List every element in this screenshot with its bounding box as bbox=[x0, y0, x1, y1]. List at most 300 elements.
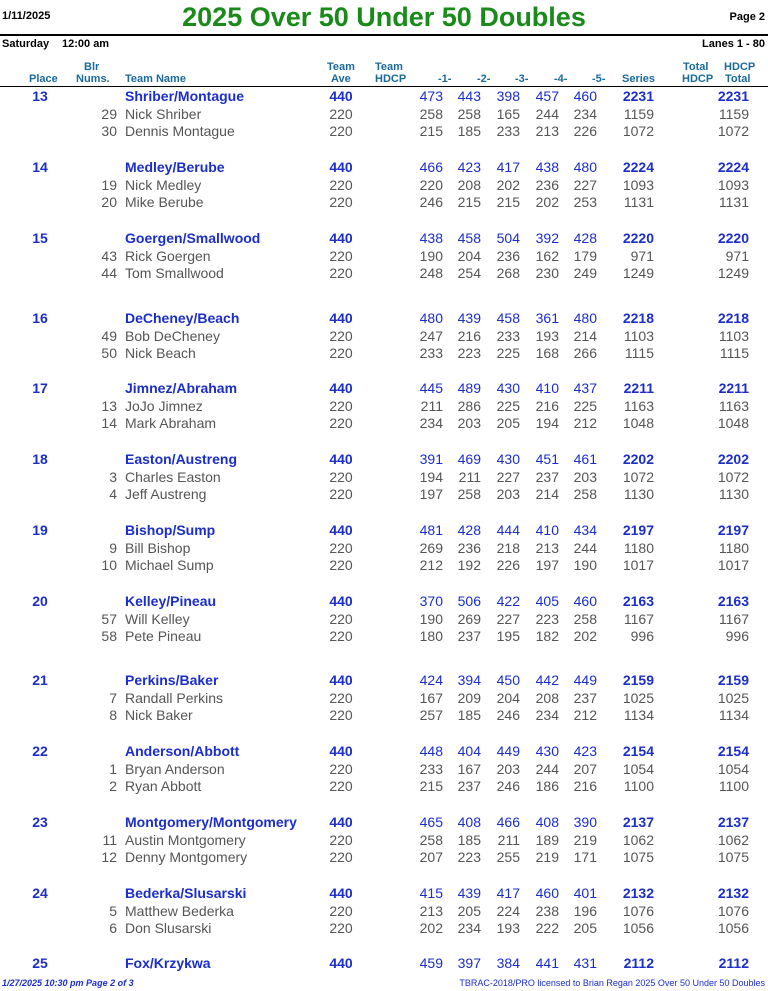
bowler-average: 220 bbox=[329, 707, 353, 724]
bowler-hdcp-total: 1017 bbox=[717, 557, 749, 574]
bowler-hdcp-total: 1054 bbox=[717, 760, 749, 777]
team-place: 25 bbox=[32, 955, 48, 971]
team-series: 2154 bbox=[622, 743, 654, 759]
bowler-game-4: 214 bbox=[535, 486, 559, 503]
team-game-5: 437 bbox=[573, 380, 597, 396]
team-place: 19 bbox=[32, 522, 48, 538]
team-hdcp-total: 2218 bbox=[717, 310, 749, 326]
col-blr-1: Blr bbox=[84, 61, 100, 73]
bowler-game-1: 247 bbox=[419, 327, 443, 344]
team-game-2: 397 bbox=[457, 955, 481, 971]
team-series: 2132 bbox=[622, 885, 654, 901]
team-game-1: 481 bbox=[419, 522, 443, 538]
bowler-name: Austin Montgomery bbox=[125, 831, 246, 848]
bowler-name: JoJo Jimnez bbox=[125, 397, 203, 414]
bowler-game-5: 226 bbox=[573, 123, 597, 140]
team-place: 22 bbox=[32, 743, 48, 759]
team-game-4: 457 bbox=[535, 88, 559, 104]
bowler-game-4: 219 bbox=[535, 849, 559, 866]
bowler-average: 220 bbox=[329, 105, 353, 122]
team-game-3: 466 bbox=[496, 814, 520, 830]
bowler-number: 1 bbox=[109, 760, 117, 777]
bowler-hdcp-total: 971 bbox=[725, 247, 749, 264]
bowler-game-5: 253 bbox=[573, 194, 597, 211]
bowler-game-5: 190 bbox=[573, 557, 597, 574]
bowler-number: 49 bbox=[101, 327, 117, 344]
team-game-1: 445 bbox=[419, 380, 443, 396]
bowler-name: Nick Medley bbox=[125, 176, 202, 193]
player-row bbox=[0, 176, 768, 194]
team-average: 440 bbox=[329, 522, 353, 538]
bowler-game-2: 258 bbox=[457, 486, 481, 503]
team-game-2: 439 bbox=[457, 885, 481, 901]
bowler-game-4: 223 bbox=[535, 610, 559, 627]
bowler-game-1: 190 bbox=[419, 247, 443, 264]
bowler-number: 29 bbox=[101, 105, 117, 122]
bowler-game-3: 218 bbox=[496, 539, 520, 556]
bowler-game-4: 197 bbox=[535, 557, 559, 574]
team-game-5: 431 bbox=[573, 955, 597, 971]
team-average: 440 bbox=[329, 310, 353, 326]
team-hdcp-total: 2112 bbox=[718, 955, 749, 971]
bowler-game-1: 194 bbox=[419, 468, 443, 485]
team-hdcp-total: 2137 bbox=[717, 814, 749, 830]
team-row bbox=[0, 742, 768, 760]
player-row bbox=[0, 760, 768, 778]
player-row bbox=[0, 414, 768, 432]
bowler-game-3: 227 bbox=[496, 610, 520, 627]
bowler-series: 1072 bbox=[622, 468, 654, 485]
team-game-5: 480 bbox=[573, 310, 597, 326]
bowler-game-1: 248 bbox=[419, 265, 443, 282]
team-game-4: 361 bbox=[535, 310, 559, 326]
team-series: 2220 bbox=[622, 230, 654, 246]
bowler-game-2: 237 bbox=[457, 628, 481, 645]
bowler-game-2: 205 bbox=[457, 902, 481, 919]
team-average: 440 bbox=[329, 885, 353, 901]
bowler-average: 220 bbox=[329, 194, 353, 211]
col-team-hdcp-2: HDCP bbox=[375, 73, 407, 85]
bowler-game-5: 266 bbox=[573, 345, 597, 362]
player-row bbox=[0, 247, 768, 265]
bowler-average: 220 bbox=[329, 468, 353, 485]
bowler-name: Michael Sump bbox=[125, 557, 214, 574]
bowler-game-4: 194 bbox=[535, 415, 559, 432]
bowler-game-3: 202 bbox=[496, 176, 520, 193]
team-hdcp-total: 2224 bbox=[717, 159, 749, 175]
bowler-average: 220 bbox=[329, 778, 353, 795]
player-row bbox=[0, 397, 768, 415]
bowler-hdcp-total: 996 bbox=[725, 628, 749, 645]
bowler-number: 8 bbox=[109, 707, 117, 724]
bowler-series: 1167 bbox=[623, 610, 654, 627]
bowler-average: 220 bbox=[329, 539, 353, 556]
bowler-game-3: 233 bbox=[496, 123, 520, 140]
bowler-series: 1056 bbox=[622, 920, 654, 937]
bowler-game-1: 233 bbox=[419, 760, 443, 777]
team-place: 18 bbox=[32, 451, 48, 467]
team-game-4: 442 bbox=[535, 672, 559, 688]
team-average: 440 bbox=[329, 593, 353, 609]
col-series: Series bbox=[622, 73, 656, 85]
col-team-ave-2: Ave bbox=[331, 73, 351, 85]
bowler-average: 220 bbox=[329, 902, 353, 919]
bowler-series: 1017 bbox=[622, 557, 654, 574]
bowler-game-3: 227 bbox=[496, 468, 520, 485]
player-row bbox=[0, 105, 768, 123]
team-place: 24 bbox=[32, 885, 48, 901]
bowler-game-3: 165 bbox=[496, 105, 520, 122]
team-series: 2159 bbox=[622, 672, 654, 688]
bowler-game-2: 215 bbox=[457, 194, 481, 211]
bowler-game-1: 211 bbox=[420, 397, 443, 414]
col-hdcp-total-2: Total bbox=[725, 73, 751, 85]
col-total-hdcp-2: HDCP bbox=[682, 73, 714, 85]
bowler-number: 19 bbox=[101, 176, 117, 193]
bowler-hdcp-total: 1075 bbox=[717, 849, 749, 866]
player-row bbox=[0, 264, 768, 282]
team-game-4: 408 bbox=[535, 814, 559, 830]
bowler-game-2: 185 bbox=[457, 123, 481, 140]
bowler-game-1: 215 bbox=[419, 778, 443, 795]
bowler-hdcp-total: 1056 bbox=[717, 920, 749, 937]
bowler-game-4: 186 bbox=[535, 778, 559, 795]
bowler-game-4: 193 bbox=[535, 327, 559, 344]
bowler-number: 10 bbox=[101, 557, 117, 574]
team-place: 20 bbox=[32, 593, 48, 609]
team-place: 16 bbox=[32, 310, 48, 326]
team-game-1: 465 bbox=[419, 814, 443, 830]
bowler-game-4: 238 bbox=[535, 902, 559, 919]
bowler-game-2: 208 bbox=[457, 176, 481, 193]
bowler-number: 30 bbox=[101, 123, 117, 140]
team-hdcp-total: 2132 bbox=[717, 885, 749, 901]
bowler-hdcp-total: 1072 bbox=[717, 468, 749, 485]
bowler-number: 7 bbox=[109, 689, 117, 706]
bowler-game-4: 202 bbox=[535, 194, 559, 211]
bowler-game-5: 227 bbox=[573, 176, 597, 193]
team-average: 440 bbox=[329, 743, 353, 759]
player-row bbox=[0, 485, 768, 503]
bowler-game-3: 203 bbox=[496, 760, 520, 777]
bowler-game-2: 167 bbox=[457, 760, 481, 777]
team-name: Anderson/Abbott bbox=[125, 743, 240, 759]
team-place: 21 bbox=[32, 672, 48, 688]
col-team-ave-1: Team bbox=[327, 61, 355, 73]
team-game-4: 405 bbox=[535, 593, 559, 609]
bowler-game-3: 193 bbox=[496, 920, 520, 937]
team-hdcp-total: 2197 bbox=[717, 522, 749, 538]
team-row bbox=[0, 450, 768, 468]
bowler-number: 12 bbox=[101, 849, 117, 866]
team-game-3: 450 bbox=[496, 672, 520, 688]
col-game-5: -5- bbox=[592, 73, 606, 85]
team-average: 440 bbox=[329, 955, 353, 971]
bowler-series: 1103 bbox=[623, 327, 654, 344]
bowler-series: 1115 bbox=[624, 345, 654, 362]
col-team-hdcp-1: Team bbox=[375, 61, 403, 73]
bowler-number: 13 bbox=[101, 397, 117, 414]
bowler-game-4: 230 bbox=[535, 265, 559, 282]
team-game-5: 461 bbox=[573, 451, 597, 467]
bowler-game-2: 234 bbox=[457, 920, 481, 937]
bowler-hdcp-total: 1048 bbox=[717, 415, 749, 432]
team-hdcp-total: 2154 bbox=[717, 743, 749, 759]
bowler-average: 220 bbox=[329, 628, 353, 645]
bowler-hdcp-total: 1072 bbox=[717, 123, 749, 140]
team-game-1: 459 bbox=[419, 955, 443, 971]
bowler-hdcp-total: 1062 bbox=[717, 831, 749, 848]
bowler-game-1: 257 bbox=[419, 707, 443, 724]
team-name: Kelley/Pineau bbox=[125, 593, 217, 609]
team-game-1: 480 bbox=[419, 310, 443, 326]
player-row bbox=[0, 556, 768, 574]
bowler-series: 1048 bbox=[622, 415, 654, 432]
bowler-hdcp-total: 1131 bbox=[718, 194, 749, 211]
bowler-game-2: 223 bbox=[457, 345, 481, 362]
team-game-2: 423 bbox=[457, 159, 481, 175]
bowler-game-2: 258 bbox=[457, 105, 481, 122]
bowler-game-5: 203 bbox=[573, 468, 597, 485]
bowler-game-1: 215 bbox=[419, 123, 443, 140]
bowler-game-2: 216 bbox=[457, 327, 481, 344]
bowler-number: 43 bbox=[101, 247, 117, 264]
bowler-average: 220 bbox=[329, 397, 353, 414]
team-series: 2211 bbox=[623, 380, 654, 396]
bowler-game-3: 226 bbox=[496, 557, 520, 574]
bowler-average: 220 bbox=[329, 486, 353, 503]
bowler-name: Mike Berube bbox=[125, 194, 204, 211]
player-row bbox=[0, 689, 768, 707]
report-date: 1/11/2025 bbox=[2, 10, 51, 22]
bowler-average: 220 bbox=[329, 123, 353, 140]
bowler-game-5: 234 bbox=[573, 105, 597, 122]
bowler-average: 220 bbox=[329, 760, 353, 777]
team-row bbox=[0, 884, 768, 902]
bowler-game-1: 180 bbox=[419, 628, 443, 645]
bowler-hdcp-total: 1093 bbox=[717, 176, 749, 193]
team-row bbox=[0, 954, 768, 972]
bowler-game-3: 203 bbox=[496, 486, 520, 503]
bowler-hdcp-total: 1100 bbox=[718, 778, 749, 795]
bowler-series: 1054 bbox=[622, 760, 654, 777]
bowler-game-5: 171 bbox=[573, 849, 597, 866]
bowler-series: 1180 bbox=[623, 539, 654, 556]
team-average: 440 bbox=[329, 814, 353, 830]
team-name: Jimnez/Abraham bbox=[125, 380, 238, 396]
bowler-series: 1249 bbox=[622, 265, 654, 282]
team-average: 440 bbox=[329, 672, 353, 688]
bowler-average: 220 bbox=[329, 831, 353, 848]
bowler-game-2: 236 bbox=[457, 539, 481, 556]
bowler-name: Dennis Montague bbox=[125, 123, 235, 140]
bowler-game-2: 237 bbox=[457, 778, 481, 795]
team-hdcp-total: 2220 bbox=[717, 230, 749, 246]
bowler-number: 9 bbox=[109, 539, 117, 556]
bowler-hdcp-total: 1103 bbox=[718, 327, 749, 344]
team-name: Fox/Krzykwa bbox=[125, 955, 211, 971]
player-row bbox=[0, 848, 768, 866]
player-row bbox=[0, 539, 768, 557]
team-game-2: 428 bbox=[457, 522, 481, 538]
bowler-name: Jeff Austreng bbox=[125, 486, 207, 503]
bowler-number: 2 bbox=[109, 778, 117, 795]
bowler-game-5: 205 bbox=[573, 920, 597, 937]
bowler-game-2: 185 bbox=[457, 831, 481, 848]
bowler-game-4: 237 bbox=[535, 468, 559, 485]
player-row bbox=[0, 777, 768, 795]
team-game-4: 460 bbox=[535, 885, 559, 901]
team-name: Montgomery/Montgomery bbox=[125, 814, 297, 830]
bowler-game-2: 269 bbox=[457, 610, 481, 627]
bowler-number: 50 bbox=[101, 345, 117, 362]
bowler-game-5: 207 bbox=[573, 760, 597, 777]
bowler-game-5: 216 bbox=[573, 778, 597, 795]
bowler-game-5: 225 bbox=[573, 397, 597, 414]
bowler-hdcp-total: 1163 bbox=[718, 397, 749, 414]
bowler-hdcp-total: 1130 bbox=[718, 486, 749, 503]
team-game-3: 384 bbox=[496, 955, 520, 971]
team-game-2: 408 bbox=[457, 814, 481, 830]
header-divider bbox=[0, 34, 768, 36]
team-game-5: 390 bbox=[573, 814, 597, 830]
bowler-name: Denny Montgomery bbox=[125, 849, 248, 866]
bowler-game-1: 258 bbox=[419, 105, 443, 122]
team-game-1: 370 bbox=[419, 593, 443, 609]
team-game-5: 480 bbox=[573, 159, 597, 175]
bowler-game-1: 212 bbox=[419, 557, 443, 574]
bowler-average: 220 bbox=[329, 247, 353, 264]
team-place: 14 bbox=[32, 159, 48, 175]
bowler-name: Bryan Anderson bbox=[125, 760, 225, 777]
bowler-game-4: 189 bbox=[535, 831, 559, 848]
team-game-1: 424 bbox=[419, 672, 443, 688]
bowler-average: 220 bbox=[329, 849, 353, 866]
team-game-2: 506 bbox=[457, 593, 481, 609]
bowler-game-3: 233 bbox=[496, 327, 520, 344]
bowler-hdcp-total: 1180 bbox=[718, 539, 749, 556]
team-game-3: 417 bbox=[496, 885, 520, 901]
team-game-5: 460 bbox=[573, 593, 597, 609]
team-game-3: 417 bbox=[496, 159, 520, 175]
bowler-game-1: 207 bbox=[419, 849, 443, 866]
bowler-game-5: 249 bbox=[573, 265, 597, 282]
team-game-4: 410 bbox=[535, 380, 559, 396]
team-series: 2202 bbox=[622, 451, 654, 467]
team-hdcp-total: 2163 bbox=[717, 593, 749, 609]
bowler-game-1: 233 bbox=[419, 345, 443, 362]
player-row bbox=[0, 344, 768, 362]
bowler-game-5: 212 bbox=[573, 415, 597, 432]
team-place: 13 bbox=[32, 88, 48, 104]
team-row bbox=[0, 813, 768, 831]
bowler-game-1: 246 bbox=[419, 194, 443, 211]
bowler-series: 1025 bbox=[622, 689, 654, 706]
bowler-game-5: 214 bbox=[573, 327, 597, 344]
team-game-2: 439 bbox=[457, 310, 481, 326]
team-place: 15 bbox=[32, 230, 48, 246]
team-series: 2163 bbox=[622, 593, 654, 609]
team-series: 2112 bbox=[623, 955, 654, 971]
bowler-number: 57 bbox=[101, 610, 117, 627]
team-name: DeCheney/Beach bbox=[125, 310, 240, 326]
bowler-number: 20 bbox=[101, 194, 117, 211]
bowler-name: Nick Baker bbox=[125, 707, 193, 724]
bowler-average: 220 bbox=[329, 327, 353, 344]
bowler-game-3: 246 bbox=[496, 707, 520, 724]
team-game-3: 504 bbox=[496, 230, 520, 246]
bowler-game-3: 268 bbox=[496, 265, 520, 282]
bowler-hdcp-total: 1167 bbox=[718, 610, 749, 627]
team-row bbox=[0, 671, 768, 689]
bowler-game-2: 185 bbox=[457, 707, 481, 724]
team-series: 2224 bbox=[622, 159, 654, 175]
bowler-game-3: 225 bbox=[496, 397, 520, 414]
bowler-number: 44 bbox=[101, 265, 117, 282]
team-place: 17 bbox=[32, 380, 48, 396]
team-game-1: 473 bbox=[419, 88, 443, 104]
col-place: Place bbox=[29, 73, 58, 85]
team-game-3: 444 bbox=[496, 522, 520, 538]
bowler-number: 6 bbox=[109, 920, 117, 937]
bowler-game-1: 202 bbox=[419, 920, 443, 937]
bowler-name: Charles Easton bbox=[125, 468, 221, 485]
bowler-game-2: 211 bbox=[458, 468, 481, 485]
bowler-game-5: 196 bbox=[573, 902, 597, 919]
bowler-series: 1062 bbox=[622, 831, 654, 848]
bowler-game-4: 213 bbox=[535, 539, 559, 556]
team-game-4: 441 bbox=[535, 955, 559, 971]
team-name: Easton/Austreng bbox=[125, 451, 238, 467]
bowler-series: 1072 bbox=[622, 123, 654, 140]
bowler-game-5: 219 bbox=[573, 831, 597, 848]
bowler-game-4: 222 bbox=[535, 920, 559, 937]
bowler-number: 11 bbox=[102, 831, 117, 848]
team-name: Medley/Berube bbox=[125, 159, 225, 175]
team-hdcp-total: 2202 bbox=[717, 451, 749, 467]
bowler-series: 996 bbox=[630, 628, 654, 645]
bowler-series: 971 bbox=[630, 247, 654, 264]
bowler-series: 1134 bbox=[623, 707, 654, 724]
bowler-average: 220 bbox=[329, 265, 353, 282]
team-game-3: 422 bbox=[496, 593, 520, 609]
team-game-5: 401 bbox=[573, 885, 597, 901]
team-name: Bederka/Slusarski bbox=[125, 885, 247, 901]
footer-license: TBRAC-2018/PRO licensed to Brian Regan 2025 Over 50 Under 50 Doubles bbox=[459, 978, 765, 988]
team-game-4: 410 bbox=[535, 522, 559, 538]
team-average: 440 bbox=[329, 230, 353, 246]
bowler-game-2: 286 bbox=[457, 397, 481, 414]
bowler-series: 1100 bbox=[623, 778, 654, 795]
bowler-series: 1093 bbox=[622, 176, 654, 193]
team-average: 440 bbox=[329, 159, 353, 175]
bowler-hdcp-total: 1025 bbox=[717, 689, 749, 706]
team-series: 2231 bbox=[622, 88, 654, 104]
bowler-game-4: 244 bbox=[535, 760, 559, 777]
bowler-hdcp-total: 1159 bbox=[718, 105, 749, 122]
team-hdcp-total: 2231 bbox=[717, 88, 749, 104]
player-row bbox=[0, 627, 768, 645]
team-average: 440 bbox=[329, 451, 353, 467]
col-game-1: -1- bbox=[438, 73, 452, 85]
bowler-game-5: 244 bbox=[573, 539, 597, 556]
bowler-game-1: 220 bbox=[419, 176, 443, 193]
player-row bbox=[0, 706, 768, 724]
team-game-3: 398 bbox=[496, 88, 520, 104]
col-total-hdcp-1: Total bbox=[683, 61, 709, 73]
bowler-game-1: 197 bbox=[419, 486, 443, 503]
team-name: Perkins/Baker bbox=[125, 672, 219, 688]
